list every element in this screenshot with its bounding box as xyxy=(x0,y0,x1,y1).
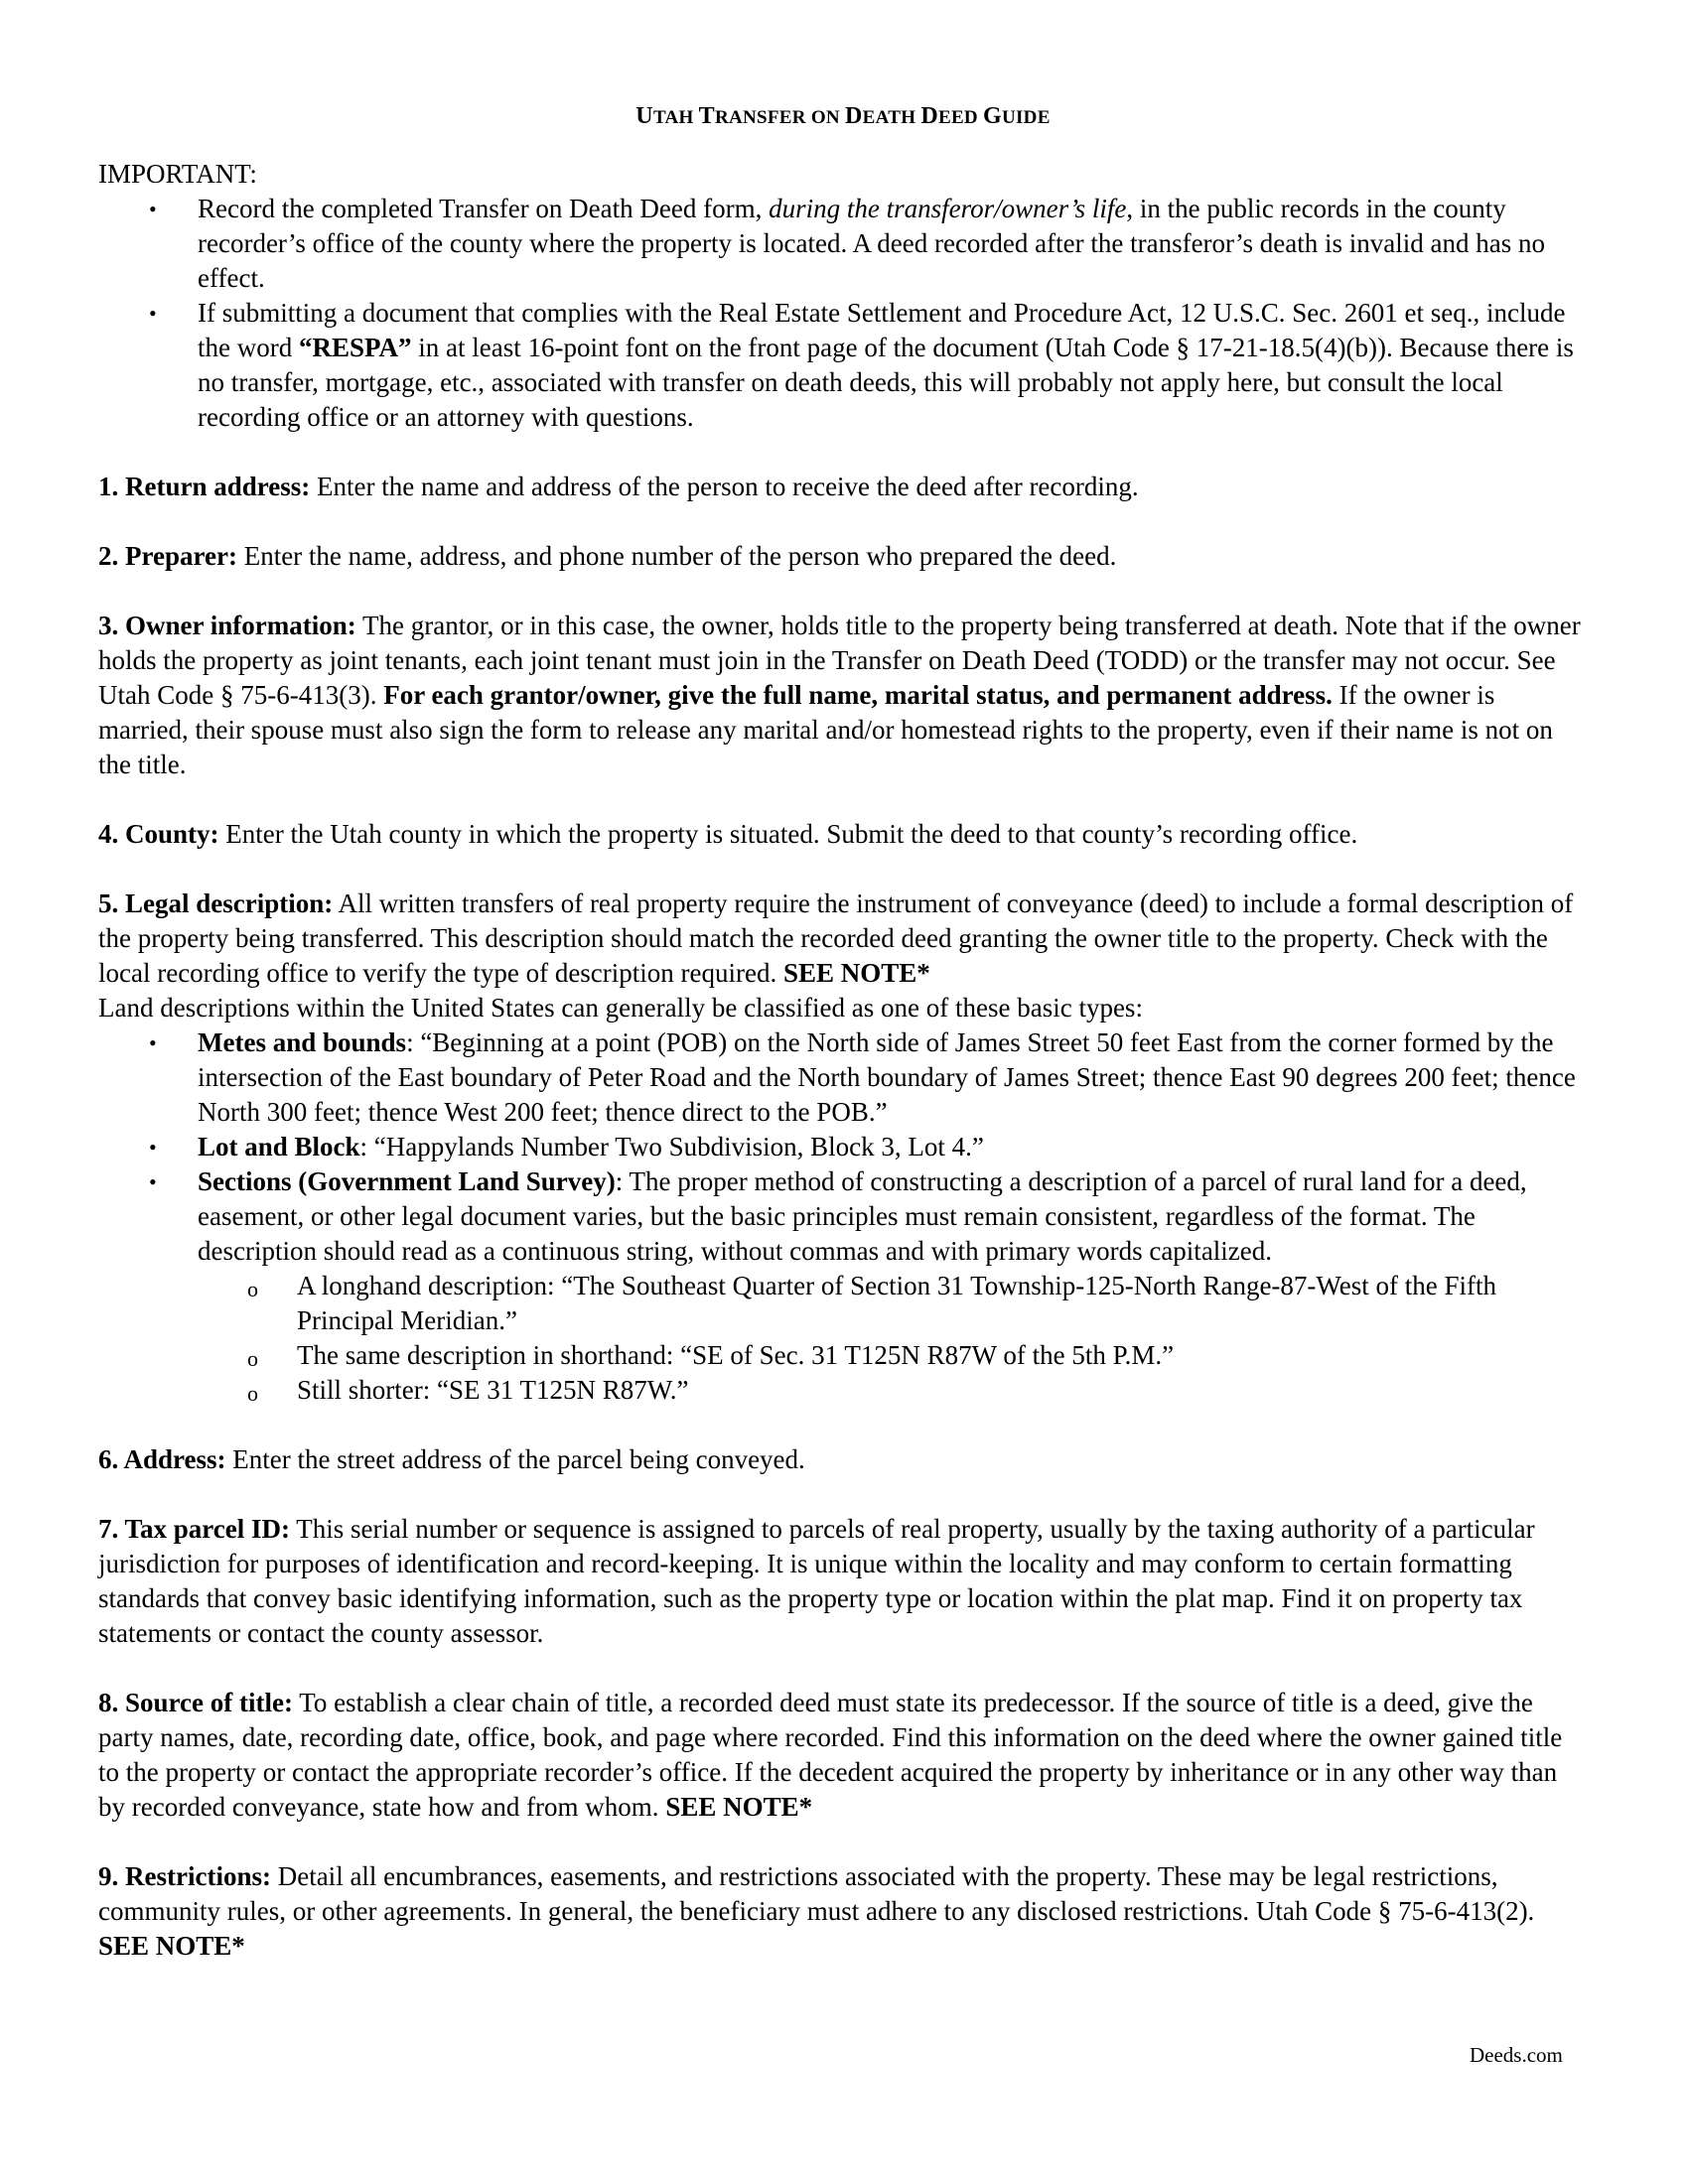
sub-list-item: o A longhand description: “The Southeast Quarter of Section 31 Township-125-North Range-87-West of the Fifth Principal Meridian.” xyxy=(247,1271,1496,1335)
page-title: UTAH TRANSFER ON DEATH DEED GUIDE xyxy=(635,103,1051,129)
section-source-of-title: 8. Source of title: To establish a clear chain of title, a recorded deed must state its predecessor. If the source of title is a deed, give the party names, date, recording date, office, book, and page where recorded. Find this information on the deed where the owner gained title to the property or contact the appropriate recorder’s office. If the decedent acquired the property by inheritance or in any other way than by recorded conveyance, state how and from whom. SEE NOTE* xyxy=(98,1688,1563,1822)
list-item: • Record the completed Transfer on Death Deed form, during the transferor/owner’s life, in the public records in the county recorder’s office of the county where the property is located. A deed recorded after the transferor’s death is invalid and has no effect. xyxy=(149,194,1545,293)
circle-bullet-icon: o xyxy=(247,1277,258,1301)
section-restrictions: 9. Restrictions: Detail all encumbrances, easements, and restrictions associated with the property. These may be legal restrictions, community rules, or other agreements. In general, the beneficiary must adhere to any disclosed restrictions. Utah Code § 75-6-413(2). SEE NOTE* xyxy=(98,1861,1535,1961)
sub-list-item: o Still shorter: “SE 31 T125N R87W.” xyxy=(98,1373,1588,1408)
bullet-icon: • xyxy=(149,1135,157,1160)
section-owner-information: 3. Owner information: The grantor, or in this case, the owner, holds title to the property being transferred at death. Note that if the owner holds the property as joint tenants, each joint tenant must join in the Transfer on Death Deed (TODD) or the transfer may not occur. See Utah Code § 75-6-413(3). For each grantor/owner, give the full name, marital status, and permanent address. If the owner is married, their spouse must also sign the form to release any marital and/or homestead rights to the property, even if their name is not on the title. xyxy=(98,611,1581,779)
section-return-address: 1. Return address: Enter the name and address of the person to receive the deed after recording. xyxy=(98,472,1139,501)
bullet-icon: • xyxy=(149,1169,157,1194)
sub-list-item: o The same description in shorthand: “SE of Sec. 31 T125N R87W of the 5th P.M.” xyxy=(98,1338,1588,1373)
list-item: • If submitting a document that complies with the Real Estate Settlement and Procedure Act, 12 U.S.C. Sec. 2601 et seq., include the word “RESPA” in at least 16-point font on the front page of the document (Utah Code § 17-21-18.5(4)(b)). Because there is no transfer, mortgage, etc., associated with transfer on death deeds, this will probably not apply here, but consult the local recording office or an attorney with questions. xyxy=(149,298,1574,432)
sections-sublist xyxy=(198,1269,1588,1408)
bullet-icon: • xyxy=(149,1030,157,1055)
document-page xyxy=(98,99,1588,1964)
description-types-list xyxy=(98,1025,1588,1408)
section-tax-parcel-id: 7. Tax parcel ID: This serial number or sequence is assigned to parcels of real property, usually by the taxing authority of a particular jurisdiction for purposes of identification and record-keeping. It is unique within the locality and may conform to certain formatting standards that convey basic identifying information, such as the property type or location within the plat map. Find it on property tax statements or contact the county assessor. xyxy=(98,1514,1535,1648)
bullet-icon: • xyxy=(149,301,157,326)
circle-bullet-icon: o xyxy=(247,1381,258,1406)
section-preparer: 2. Preparer: Enter the name, address, and phone number of the person who prepared the deed. xyxy=(98,541,1117,571)
list-item: • Sections (Government Land Survey): The proper method of constructing a description of a parcel of rural land for a deed, easement, or other legal document varies, but the basic principles must remain consistent, regardless of the format. The description should read as a continuous string, without commas and with primary words capitalized. o A longhand description: “The Southeast Quarter of Section 31 Township-125-North Range-87-West of the Fifth Principal Meridian.” o The same description in shorthand: “SE of Sec. 31 T125N R87W of the 5th P.M.” o Still shorter: “SE 31 T125N R87W.” xyxy=(98,1164,1588,1408)
circle-bullet-icon: o xyxy=(247,1346,258,1371)
section-legal-description: 5. Legal description: All written transfers of real property require the instrument of conveyance (deed) to include a formal description of the property being transferred. This description should match the recorded deed granting the owner title to the property. Check with the local recording office to verify the type of description required. SEE NOTE* Land descriptions within the United States can generally be classified as one of these basic types: xyxy=(98,888,1574,1023)
list-item: • Metes and bounds: “Beginning at a point (POB) on the North side of James Street 50 feet East from the corner formed by the intersection of the East boundary of Peter Road and the North boundary of James Street; thence East 90 degrees 200 feet; thence North 300 feet; thence West 200 feet; thence direct to the POB.” xyxy=(149,1027,1576,1127)
important-list xyxy=(98,192,1588,435)
list-item: • Lot and Block: “Happylands Number Two Subdivision, Block 3, Lot 4.” xyxy=(98,1130,1588,1164)
section-address: 6. Address: Enter the street address of the parcel being conveyed. xyxy=(98,1444,805,1474)
bullet-icon: • xyxy=(149,197,157,221)
section-county: 4. County: Enter the Utah county in which the property is situated. Submit the deed to that county’s recording office. xyxy=(98,819,1358,849)
important-heading: IMPORTANT: xyxy=(98,159,257,189)
footer-site-name: Deeds.com xyxy=(1470,2043,1563,2067)
